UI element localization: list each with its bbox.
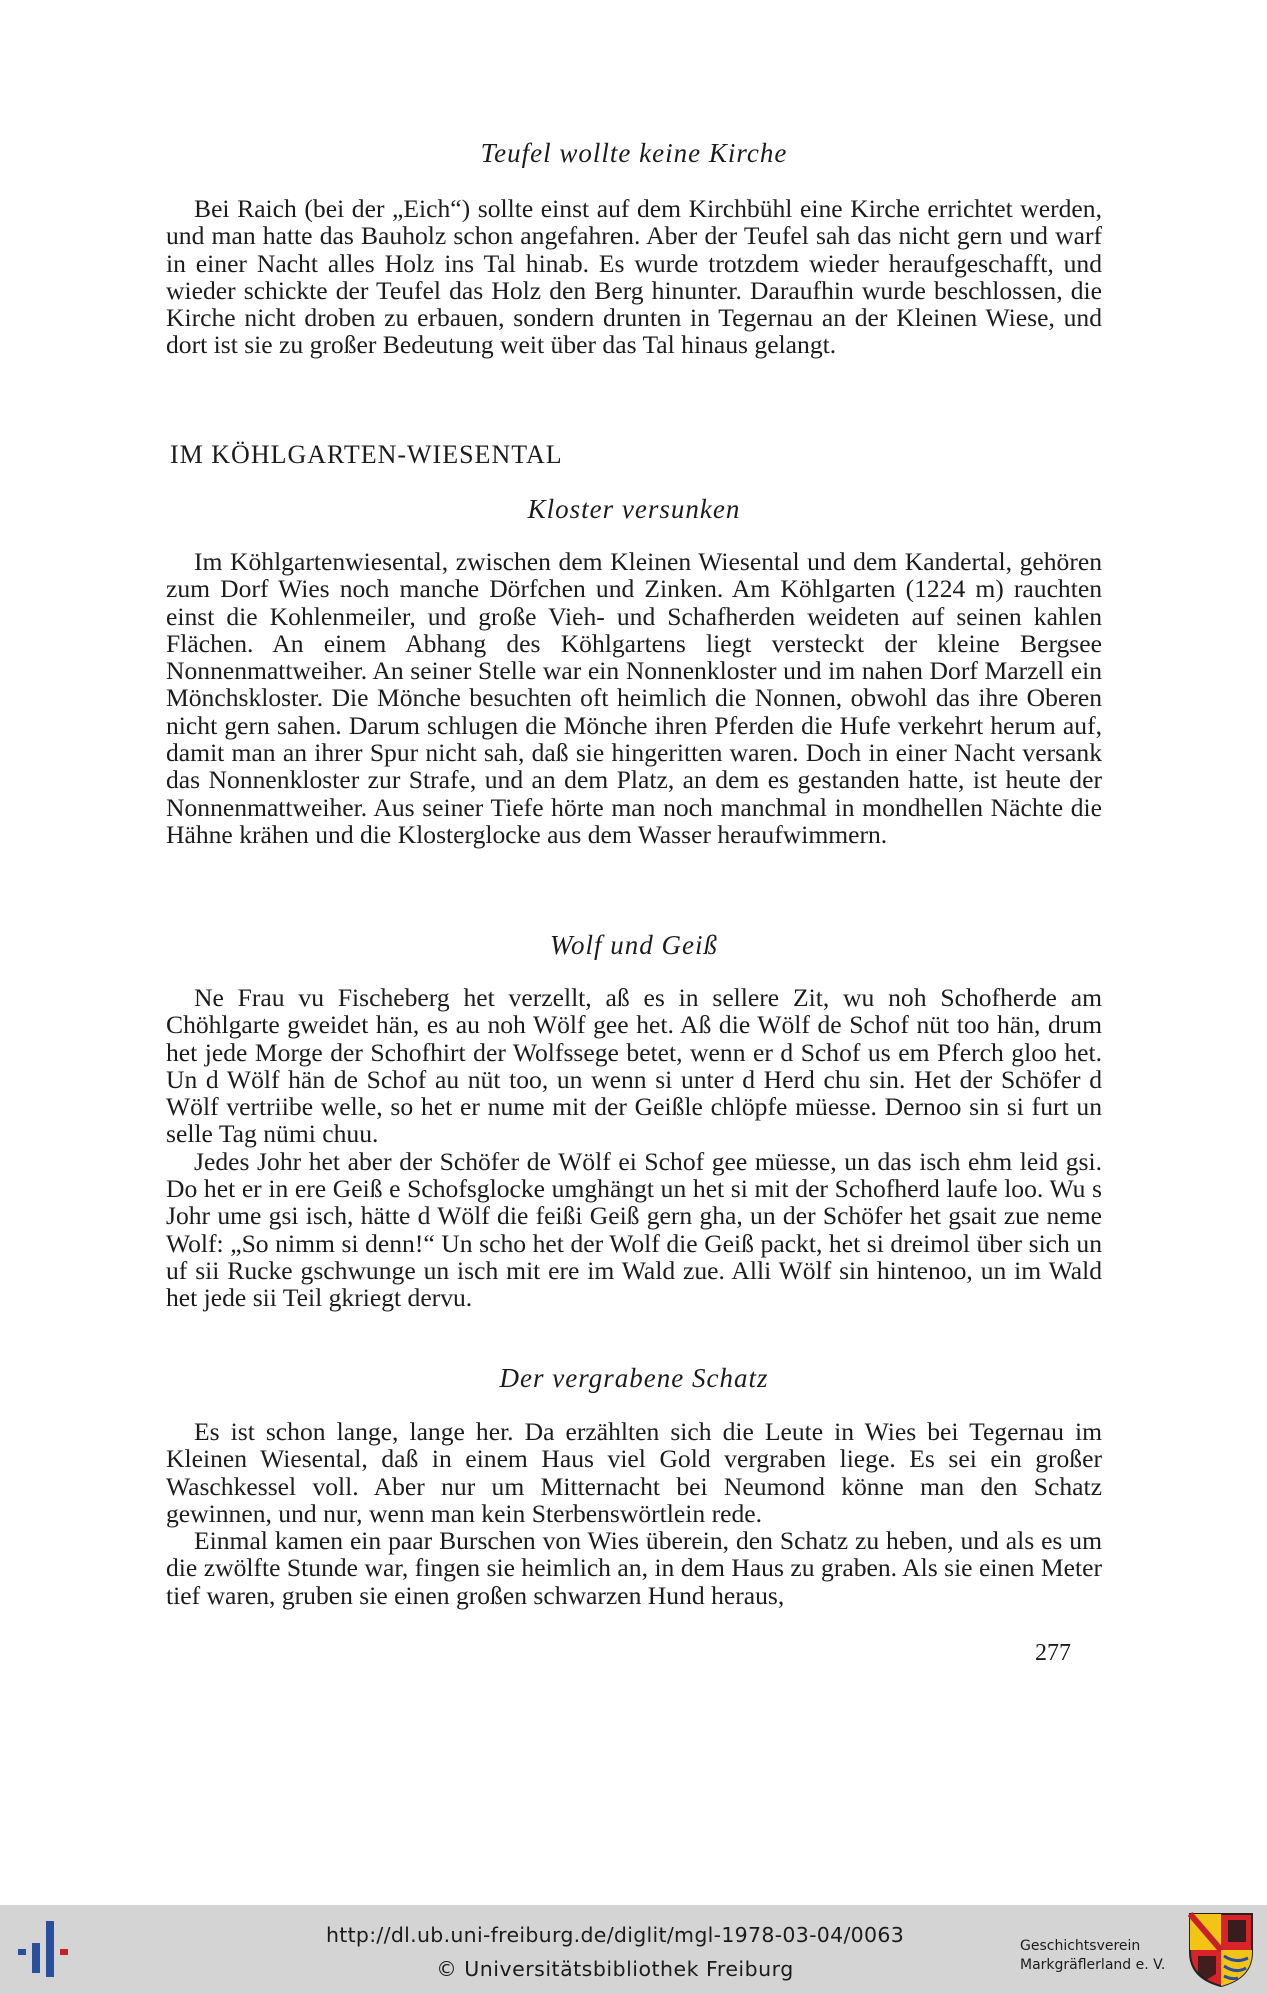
markgraeflerland-crest-icon [1188,1912,1254,1988]
copyright-text: © Universitätsbibliothek Freiburg [436,1957,794,1981]
permalink-url[interactable]: http://dl.ub.uni-freiburg.de/diglit/mgl-1978-03-04/0063 [325,1923,905,1947]
section-heading: IM KÖHLGARTEN-WIESENTAL [170,440,563,469]
story-body-kloster [166,548,1102,848]
story-body-schatz [166,1418,1102,1609]
story-title-kloster: Kloster versunken [527,494,741,524]
paragraph: Im Köhlgartenwiesental, zwischen dem Kleinen Wiesental und dem Kandertal, gehören zum Dorf Wies noch manche Dörfchen und Zinken. Am Köhlgarten (1224 m) rauchten einst die Kohlenmeiler, und große Vieh- und Schafherden weideten auf seinen kahlen Flächen. An einem Abhang des Köhlgartens liegt versteckt der kleine Bergsee Nonnenmattweiher. An seiner Stelle war ein Nonnenkloster und im nahen Dorf Marzell ein Mönchskloster. Die Mönche besuchten oft heimlich die Nonnen, obwohl das ihre Oberen nicht gern sahen. Darum schlugen die Mönche ihren Pferden die Hufe verkehrt herum auf, damit man an ihrer Spur nicht sah, daß sie hingeritten waren. Doch in einer Nacht versank das Nonnenkloster zur Strafe, und an dem Platz, an dem es gestanden hatte, ist heute der Nonnenmattweiher. Aus seiner Tiefe hörte man noch manchmal in mondhellen Nächte die Hähne krähen und die Klosterglocke aus dem Wasser heraufwimmern. [166,547,1102,849]
page-number: 277 [1035,1640,1071,1666]
society-line: Geschichtsverein [1020,1938,1141,1954]
paragraph: Ne Frau vu Fischeberg het verzellt, aß es in sellere Zit, wu noh Schofherde am Chöhlgarte gweidet hän, es au noh Wölf gee het. Aß die Wölf de Schof nüt too hän, drum het jede Morge der Schofhirt der Wolfssege betet, wenn er d Schof us em Pferch gloo het. Un d Wölf hän de Schof au nüt too, un wenn si unter d Herd chu sin. Het der Schöfer d Wölf vertriibe welle, so het er nume mit der Geißle chlöpfe müesse. Dernoo sin si furt un selle Tag nümi chuu. [166,983,1102,1149]
viewer-footer [0,1905,1267,1994]
ub-freiburg-logo-icon[interactable] [12,1919,82,1979]
society-line: Markgräflerland e. V. [1020,1957,1166,1973]
story-body-wolf [166,984,1102,1312]
story-title-teufel: Teufel wollte keine Kirche [480,138,788,168]
paragraph: Bei Raich (bei der „Eich“) sollte einst auf dem Kirchbühl eine Kirche errichtet werden, und man hatte das Bauholz schon angefahren. Aber der Teufel sah das nicht gern und warf in einer Nacht alles Holz ins Tal hinab. Es wurde trotzdem wieder heraufgeschafft, und wieder schickte der Teufel das Holz den Berg hinunter. Daraufhin wurde beschlossen, die Kirche nicht droben zu erbauen, sondern drunten in Tegernau an der Kleinen Wiese, und dort ist sie zu großer Bedeutung weit über das Tal hinaus gelangt. [166,194,1102,360]
society-name [1020,1937,1165,1975]
story-title-wolf: Wolf und Geiß [550,930,718,960]
paragraph: Einmal kamen ein paar Burschen von Wies überein, den Schatz zu heben, und als es um die zwölfte Stunde war, fingen sie heimlich an, in dem Haus zu graben. Als sie einen Meter tief waren, gruben sie einen großen schwarzen Hund heraus, [166,1526,1102,1610]
paragraph: Es ist schon lange, lange her. Da erzählten sich die Leute in Wies bei Tegernau im Kleinen Wiesental, daß in einem Haus viel Gold vergraben liege. Es sei ein großer Waschkessel voll. Aber nur um Mitternacht bei Neumond könne man den Schatz gewinnen, und nur, wenn man kein Sterbenswörtlein rede. [166,1417,1102,1528]
story-body-teufel [166,195,1102,359]
paragraph: Jedes Johr het aber der Schöfer de Wölf ei Schof gee müesse, un das isch ehm leid gsi. Do het er in ere Geiß e Schofsglocke umghängt un het si mit der Schofherd laufe loo. Wu s Johr ume gsi isch, hätte d Wölf die feißi Geiß gern gha, un der Schöfer het gsait zue neme Wolf: „So nimm si denn!“ Un scho het der Wolf die Geiß packt, het si dreimol über sich un uf sii Rucke gschwunge un isch mit ere im Wald zue. Alli Wölf sin hintenoo, un im Wald het jede sii Teil gkriegt dervu. [166,1146,1102,1313]
story-title-schatz: Der vergrabene Schatz [499,1363,769,1393]
